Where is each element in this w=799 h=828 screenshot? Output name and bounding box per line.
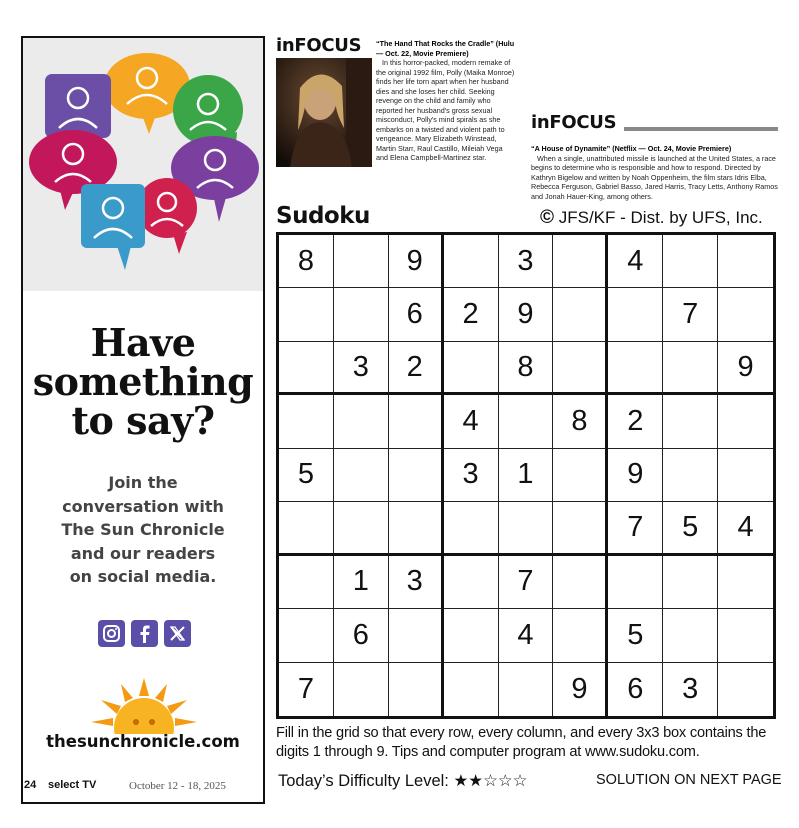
- x-icon[interactable]: [164, 620, 191, 647]
- sudoku-grid[interactable]: [276, 232, 776, 719]
- credit-text: JFS/KF - Dist. by UFS, Inc.: [558, 208, 763, 227]
- body-line: and our readers: [70, 543, 216, 563]
- sudoku-cell: 4: [718, 502, 773, 555]
- sudoku-cell: 5: [663, 502, 718, 555]
- sudoku-credit: [540, 207, 763, 229]
- sudoku-cell[interactable]: [608, 556, 663, 609]
- sudoku-cell: 2: [389, 342, 444, 395]
- sudoku-cell[interactable]: [553, 288, 608, 341]
- sudoku-cell[interactable]: [663, 609, 718, 662]
- sudoku-cell[interactable]: [444, 609, 499, 662]
- headline-line: Have: [90, 320, 196, 365]
- sudoku-cell: 9: [718, 342, 773, 395]
- infocus-article-1: [376, 39, 516, 163]
- sudoku-cell[interactable]: [444, 556, 499, 609]
- sudoku-cell: 5: [608, 609, 663, 662]
- body-line: conversation with: [62, 496, 224, 516]
- infocus-label: inFOCUS: [276, 35, 362, 56]
- sudoku-cell[interactable]: [718, 556, 773, 609]
- sudoku-cell: 1: [334, 556, 389, 609]
- sudoku-cell[interactable]: [279, 502, 334, 555]
- divider-rule: [624, 127, 778, 131]
- sudoku-cell: 3: [334, 342, 389, 395]
- sudoku-cell[interactable]: [334, 235, 389, 288]
- sudoku-cell[interactable]: [499, 502, 554, 555]
- sudoku-cell: 2: [444, 288, 499, 341]
- sudoku-cell[interactable]: [334, 449, 389, 502]
- sudoku-cell[interactable]: [663, 449, 718, 502]
- sudoku-cell: 4: [444, 395, 499, 448]
- headline-line: to say?: [71, 398, 215, 443]
- ad-body-text: [23, 471, 263, 589]
- sun-logo-icon: [91, 678, 197, 734]
- sudoku-cell[interactable]: [279, 556, 334, 609]
- social-media-ad: [21, 36, 265, 804]
- sudoku-cell[interactable]: [499, 395, 554, 448]
- body-line: The Sun Chronicle: [61, 520, 225, 539]
- sudoku-cell: 7: [663, 288, 718, 341]
- sudoku-cell[interactable]: [553, 556, 608, 609]
- sudoku-cell: 1: [499, 449, 554, 502]
- sudoku-cell: 3: [663, 663, 718, 716]
- sudoku-cell[interactable]: [334, 288, 389, 341]
- sudoku-cell[interactable]: [499, 663, 554, 716]
- sudoku-cell[interactable]: [389, 449, 444, 502]
- sudoku-cell[interactable]: [608, 342, 663, 395]
- sudoku-cell: 8: [499, 342, 554, 395]
- sudoku-cell[interactable]: [444, 235, 499, 288]
- sudoku-cell[interactable]: [718, 663, 773, 716]
- sudoku-cell[interactable]: [663, 556, 718, 609]
- ad-headline: [23, 320, 263, 443]
- sudoku-cell[interactable]: [553, 342, 608, 395]
- sudoku-cell: 8: [279, 235, 334, 288]
- sudoku-cell[interactable]: [553, 235, 608, 288]
- sudoku-cell[interactable]: [553, 502, 608, 555]
- sudoku-cell: 3: [499, 235, 554, 288]
- sudoku-cell[interactable]: [718, 449, 773, 502]
- sudoku-cell[interactable]: [389, 609, 444, 662]
- sudoku-cell[interactable]: [718, 395, 773, 448]
- sudoku-cell: 7: [279, 663, 334, 716]
- sudoku-cell[interactable]: [444, 342, 499, 395]
- sudoku-cell: 9: [499, 288, 554, 341]
- sudoku-cell[interactable]: [608, 288, 663, 341]
- article-body: In this horror-packed, modern remake of the original 1992 film, Polly (Maika Monroe) finds her life torn apart when her husband dies and she loses her child. Seeking revenge on the child and family who reported her husband's gross sexual misconduct, Polly's mind spirals as she embarks on a twisted and violent path to vengeance. Mary Elizabeth Winstead, Martin Starr, Raul Castillo, Mileiah Vega and Elena Campbell-Martinez star.: [376, 58, 515, 162]
- sudoku-cell[interactable]: [663, 235, 718, 288]
- sudoku-cell[interactable]: [718, 235, 773, 288]
- sudoku-cell[interactable]: [663, 342, 718, 395]
- issue-date: October 12 - 18, 2025: [129, 780, 226, 792]
- difficulty-stars: ★★☆☆☆: [453, 772, 528, 790]
- section-name: select TV: [48, 779, 97, 791]
- instagram-icon[interactable]: [98, 620, 125, 647]
- sudoku-cell: 6: [389, 288, 444, 341]
- sudoku-cell[interactable]: [279, 609, 334, 662]
- sudoku-cell[interactable]: [553, 449, 608, 502]
- article-heading: “The Hand That Rocks the Cradle” (Hulu — Oct. 22, Movie Premiere): [376, 39, 515, 58]
- sudoku-cell: 9: [389, 235, 444, 288]
- sudoku-cell[interactable]: [718, 609, 773, 662]
- sudoku-cell: 6: [608, 663, 663, 716]
- article-heading: “A House of Dynamite” (Netflix — Oct. 24, Movie Premiere): [531, 144, 732, 153]
- sudoku-cell[interactable]: [444, 502, 499, 555]
- sudoku-cell[interactable]: [389, 395, 444, 448]
- solution-note: SOLUTION ON NEXT PAGE: [596, 772, 782, 788]
- sudoku-cell: 9: [553, 663, 608, 716]
- difficulty-level: [278, 771, 527, 791]
- sudoku-cell: 7: [499, 556, 554, 609]
- sudoku-title: Sudoku: [276, 203, 370, 229]
- sudoku-cell[interactable]: [334, 395, 389, 448]
- sudoku-cell: 4: [499, 609, 554, 662]
- infocus-label: inFOCUS: [531, 112, 617, 133]
- sudoku-cell: 2: [608, 395, 663, 448]
- sudoku-cell: 3: [444, 449, 499, 502]
- body-line: Join the: [108, 473, 178, 492]
- body-line: on social media.: [69, 567, 217, 586]
- sudoku-cell[interactable]: [389, 663, 444, 716]
- sudoku-instructions: Fill in the grid so that every row, every column, and every 3x3 box contains the digits 1 through 9. Tips and computer program at www.sudoku.com.: [276, 725, 767, 760]
- sudoku-cell[interactable]: [444, 663, 499, 716]
- sudoku-cell: 3: [389, 556, 444, 609]
- ad-website[interactable]: thesunchronicle.com: [46, 732, 240, 751]
- speech-bubbles-illustration: [23, 38, 263, 291]
- sudoku-cell[interactable]: [718, 288, 773, 341]
- sudoku-cell[interactable]: [389, 502, 444, 555]
- sudoku-cell: 7: [608, 502, 663, 555]
- sudoku-cell[interactable]: [663, 395, 718, 448]
- sudoku-cell[interactable]: [334, 502, 389, 555]
- sudoku-cell[interactable]: [279, 342, 334, 395]
- sudoku-cell: 9: [608, 449, 663, 502]
- sudoku-cell: 5: [279, 449, 334, 502]
- copyright-symbol: ©: [540, 207, 554, 228]
- headline-line: something: [32, 359, 254, 404]
- page-number: 24: [24, 779, 37, 791]
- sudoku-cell: 8: [553, 395, 608, 448]
- sudoku-cell[interactable]: [279, 395, 334, 448]
- facebook-icon[interactable]: [131, 620, 158, 647]
- sudoku-cell[interactable]: [279, 288, 334, 341]
- infocus-article-2: [531, 144, 778, 201]
- article-body: When a single, unattributed missile is launched at the United States, a race begins to determine who is responsible and how to respond. Directed by Kathryn Bigelow and written by Noah Oppenheim, the film stars Idris Elba, Rebecca Ferguson, Gabriel Basso, Jared Harris, Tracy Letts, Anthony Ramos and Jonah Hauer-King, among others.: [531, 153, 778, 201]
- sudoku-cell[interactable]: [334, 663, 389, 716]
- sudoku-cell: 4: [608, 235, 663, 288]
- difficulty-label: Today’s Difficulty Level:: [278, 772, 449, 790]
- sudoku-cell[interactable]: [553, 609, 608, 662]
- sudoku-cell: 6: [334, 609, 389, 662]
- movie-still-photo: [276, 58, 372, 167]
